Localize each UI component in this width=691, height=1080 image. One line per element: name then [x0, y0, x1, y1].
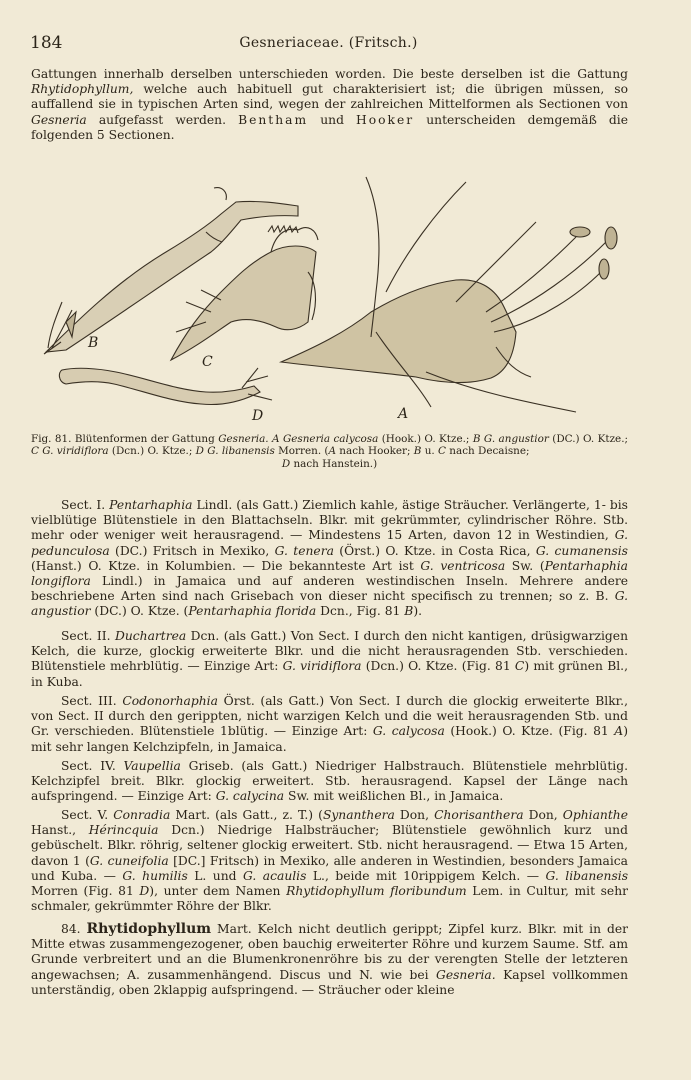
text-italic: Pentarhaphia longiflora — [31, 558, 629, 589]
text-italic: B G. angustior — [472, 433, 549, 445]
text-italic: C — [438, 445, 446, 458]
taxon-name: Conradia — [113, 808, 171, 822]
figure-label-d: D — [252, 408, 264, 424]
text: Fig. 81. Blütenformen der Gattung — [31, 433, 219, 445]
text-italic: G. ventricosa — [420, 558, 506, 573]
flower-d-drawing — [59, 368, 272, 405]
text-italic: Chorisanthera — [434, 808, 524, 822]
text-italic: Ophianthe — [562, 808, 628, 822]
text: ). — [413, 604, 423, 619]
text-italic: G. pedunculosa — [31, 528, 628, 558]
figure-label-b: B — [88, 335, 99, 351]
text: ) mit grünen Bl., in Kuba. — [31, 659, 628, 689]
text: Morren. ( — [274, 445, 329, 458]
figure-81-illustration — [36, 172, 626, 430]
text: Lem. in Cultur, mit sehr schmaler, gekrümmter Röhre der Blkr. — [31, 884, 629, 914]
text: Kapsel vollkommen unterständig, oben 2klappig aufspringend. — Sträucher oder kleine — [31, 967, 628, 997]
text-italic: G. cumanensis — [535, 543, 628, 558]
text: Don, — [523, 808, 563, 822]
text-italic: D G. libanensis — [195, 445, 275, 458]
text-italic: C — [514, 659, 525, 674]
text: (Hook.) O. Ktze. (Fig. 81 — [444, 724, 615, 739]
section-1-paragraph — [31, 498, 628, 620]
text: Dcn. (als Gatt.) Von Sect. I durch den nicht kantigen, drüsigwarzigen Kelch, die kurze, glockig erweiterte Blkr. und die nicht herausragenden Stb. verschieden. Blütenstiele mehrblütig. — Einzige Art: — [31, 629, 628, 674]
text-italic: G. calycina — [215, 789, 285, 804]
text-italic: Rhytidophyllum, — [31, 82, 134, 97]
text: Mart. (als Gatt., z. T.) ( — [170, 808, 323, 822]
genus-84-paragraph — [31, 922, 628, 998]
text: L., beide mit 10rippigem Kelch. — — [306, 868, 546, 883]
text: (DC.) O. Ktze. ( — [90, 604, 189, 619]
text: Mart. Kelch nicht deutlich gerippt; Zipfel kurz. Blkr. mit in der Mitte etwas zusammengezogener, oben bauchig erweiterter Röhre und kurzem Saume. Stf. am Grunde verbreitert und an die Blumenkronenröhre bis zu der verengten Stelle der letzteren angewachsen; A. zusammenhängend. Discus und N. wie bei — [31, 922, 628, 982]
text: Gattungen innerhalb derselben unterschieden worden. Die beste derselben ist die Gattung — [31, 67, 628, 81]
text: Lindl.) in Jamaica und auf anderen westindischen Inseln. Mehrere andere beschriebene Arten sind nach Grisebach von dieser nicht specifisch zu trennen; so z. B. — [31, 574, 628, 604]
flower-a-drawing — [281, 177, 617, 412]
text: Hanst., — [31, 823, 89, 838]
section-heading: Sect. III. — [61, 694, 123, 708]
caption-last-line — [31, 458, 628, 470]
text-italic: G. viridiflora — [282, 659, 362, 674]
text: u. — [421, 445, 439, 458]
text: (DC.) Fritsch in Mexiko, — [109, 543, 275, 558]
text: nach Hooker; — [336, 445, 414, 458]
text: Sw. ( — [505, 558, 545, 573]
text-italic: G. humilis — [122, 868, 188, 883]
text: Don, — [394, 808, 435, 822]
figure-label-a: A — [398, 406, 409, 422]
text: Örst. (als Gatt.) Von Sect. I durch die glockig erweiterte Blkr., von Sect. II durch den gerippten, nicht warzigen Kelch und die weit herausragenden Stb. und Gr. verschieden. Blütenstiele 1blütig. — Einzige Art: — [31, 694, 628, 739]
text-italic: G. cuneifolia — [89, 853, 169, 868]
text: und — [308, 112, 357, 127]
text: (Dcn.) O. Ktze.; — [108, 445, 196, 458]
section-5-paragraph — [31, 808, 628, 914]
text-italic: Hérincquia — [88, 823, 159, 838]
text-italic: Synanthera — [322, 808, 395, 822]
text-italic: A — [328, 445, 336, 458]
text-italic: B — [413, 445, 422, 458]
text: Lindl. (als Gatt.) Ziemlich kahle, ästige Sträucher. Verlängerte, 1- bis vielblütige Blütenstiele in den Blattachseln. Blkr. mit gekrümmter, cylindrischer Röhre. Stb. mehr oder weniger weit herausragend. — Mindestens 15 Arten, davon 12 in Westindien, — [31, 498, 628, 543]
section-2-paragraph — [31, 629, 628, 690]
running-head: Gesneriaceae. (Fritsch.) — [239, 35, 418, 51]
text: Griseb. (als Gatt.) Niedriger Halbstrauch. Blütenstiele mehrblütig. Kelchzipfel breit. Blkr. glockig erweitert. Stb. herausragend. Kapsel der Länge nach aufspringend. — Einzige Art: — [31, 759, 628, 804]
genus-number: 84. — [61, 922, 87, 936]
text: aufgefasst werden. — [86, 112, 239, 127]
text-italic: D — [139, 884, 150, 899]
text-italic: Gesneria — [31, 112, 87, 127]
author-name: Bentham — [238, 112, 309, 127]
text-italic: Gesneria. — [436, 967, 496, 982]
text-italic: G. acaulis — [243, 868, 307, 883]
text: (Örst.) O. Ktze. in Costa Rica, — [333, 543, 536, 558]
text: nach Decaisne; — [446, 445, 530, 458]
figure-caption — [31, 433, 628, 470]
text-italic: G. libanensis — [545, 868, 629, 883]
text: (Hanst.) O. Ktze. in Kolumbien. — Die bekannteste Art ist — [31, 558, 421, 573]
text: Dcn.) Niedrige Halbsträucher; Blütenstiele gewöhnlich kurz und gebüschelt. Blkr. röhrig, seltener glockig erweitert. Stb. nicht herausragend. — Etwa 15 Arten, davon 1 ( — [31, 823, 628, 868]
text-italic: B — [404, 604, 414, 619]
text: (Hook.) O. Ktze.; — [378, 433, 473, 445]
section-heading: Sect. II. — [61, 629, 115, 643]
text-italic: G. calycosa — [372, 724, 445, 739]
text-italic: G. tenera — [274, 543, 334, 558]
text: Dcn., Fig. 81 — [316, 604, 405, 619]
text-italic: C G. viridiflora — [31, 445, 109, 458]
text: (DC.) O. Ktze.; — [548, 433, 629, 445]
text: nach Hanstein.) — [290, 457, 378, 470]
text: welche auch habituell gut charakterisiert ist; die übrigen müssen, so auffallend sie in typischen Arten sind, wegen der zahlreichen Mittelformen als Sectionen von — [31, 82, 628, 112]
text-italic: Rhytidophyllum floribundum — [286, 884, 467, 899]
text: (Dcn.) O. Ktze. (Fig. 81 — [361, 659, 515, 674]
text-italic: D — [281, 457, 291, 470]
page-header — [30, 33, 627, 55]
text-italic: Pentarhaphia florida — [188, 604, 317, 619]
text: ), unter dem Namen — [149, 884, 287, 899]
text: Sw. mit weißlichen Bl., in Jamaica. — [284, 789, 504, 804]
taxon-name: Vaupellia — [123, 759, 181, 773]
text-italic: Gesneria. A Gesneria calycosa — [218, 433, 379, 445]
section-3-paragraph — [31, 694, 628, 755]
text: Morren (Fig. 81 — [31, 884, 140, 899]
section-heading: Sect. V. — [61, 808, 114, 822]
text: [DC.] Fritsch) in Mexiko, alle anderen in Westindien, besonders Jamaica und Kuba. — — [31, 853, 628, 883]
intro-paragraph — [31, 67, 628, 143]
section-heading: Sect. I. — [61, 498, 110, 512]
taxon-name: Codonorhaphia — [122, 694, 218, 708]
taxon-name: Duchartrea — [114, 629, 187, 643]
author-name: Hooker — [356, 112, 415, 127]
text: ) mit sehr langen Kelchzipfeln, in Jamaica. — [31, 724, 628, 754]
section-heading: Sect. IV. — [61, 759, 124, 773]
figure-label-c: C — [202, 354, 213, 370]
genus-title: Rhytidophyllum — [86, 921, 212, 937]
taxon-name: Pentarhaphia — [109, 498, 193, 512]
page-number: 184 — [30, 33, 63, 53]
text: unterscheiden demgemäß die folgenden 5 Sectionen. — [31, 112, 628, 142]
section-4-paragraph — [31, 759, 628, 805]
text-italic: G. angustior — [31, 589, 628, 619]
text: L. und — [187, 868, 243, 883]
text-italic: A — [614, 724, 624, 739]
